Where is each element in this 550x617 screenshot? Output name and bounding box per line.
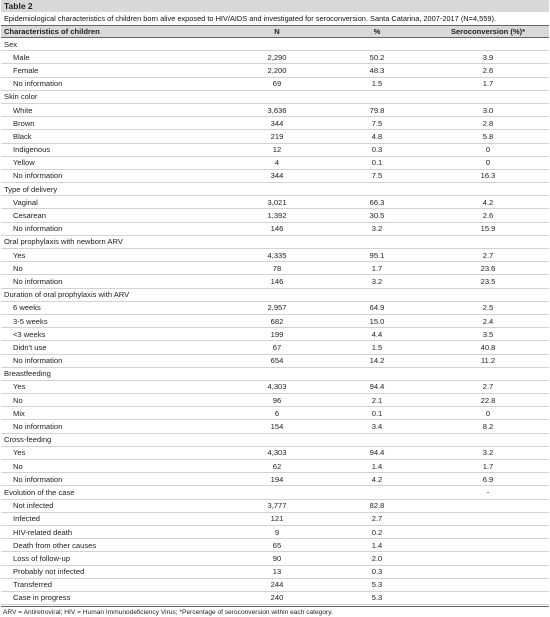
row-label: Cesarean [1,209,227,222]
table-row [1,552,549,565]
row-label: 3-5 weeks [1,314,227,327]
table-row [1,103,549,116]
row-percent: 7.5 [327,117,427,130]
table-row [1,473,549,486]
row-n: 65 [227,539,327,552]
header-seroconversion: Seroconversion (%)* [427,26,549,38]
row-label: No information [1,420,227,433]
row-seroconversion: 16.3 [427,169,549,182]
row-percent: 3.4 [327,420,427,433]
row-label: Probably not infected [1,565,227,578]
table-row [1,341,549,354]
row-n: 344 [227,117,327,130]
group-row [1,235,549,248]
group-empty-cell [327,38,427,51]
group-value [427,367,549,380]
row-n: 2,957 [227,301,327,314]
header-characteristics: Characteristics of children [1,26,227,38]
row-label: No information [1,354,227,367]
table-row [1,64,549,77]
table-row [1,156,549,169]
row-percent: 30.5 [327,209,427,222]
row-seroconversion: 23.6 [427,262,549,275]
row-percent: 0.3 [327,143,427,156]
table-row [1,196,549,209]
row-seroconversion [427,525,549,538]
row-label: Loss of follow-up [1,552,227,565]
table-row [1,591,549,604]
group-title: Type of delivery [1,183,227,196]
row-n: 78 [227,262,327,275]
row-seroconversion: 3.0 [427,103,549,116]
group-value [427,183,549,196]
row-label: HIV-related death [1,525,227,538]
row-n: 194 [227,473,327,486]
table-row [1,380,549,393]
table-row [1,314,549,327]
row-label: No [1,262,227,275]
group-value [427,288,549,301]
row-label: No information [1,169,227,182]
row-label: Death from other causes [1,539,227,552]
row-percent: 2.1 [327,394,427,407]
group-row [1,183,549,196]
row-seroconversion [427,591,549,604]
table-row [1,249,549,262]
row-n: 219 [227,130,327,143]
row-n: 4,335 [227,249,327,262]
row-n: 3,021 [227,196,327,209]
table-row [1,130,549,143]
group-empty-cell [227,288,327,301]
row-percent: 0.2 [327,525,427,538]
group-empty-cell [227,38,327,51]
row-percent: 7.5 [327,169,427,182]
group-title: Oral prophylaxis with newborn ARV [1,235,227,248]
row-seroconversion: 11.2 [427,354,549,367]
row-label: Not infected [1,499,227,512]
table-row [1,394,549,407]
table-row [1,565,549,578]
row-n: 4 [227,156,327,169]
group-title: Duration of oral prophylaxis with ARV [1,288,227,301]
row-percent: 4.8 [327,130,427,143]
header-percent: % [327,26,427,38]
row-label: Male [1,51,227,64]
row-seroconversion [427,552,549,565]
table-row [1,275,549,288]
table-body [1,38,549,605]
row-seroconversion: 2.4 [427,314,549,327]
group-row [1,433,549,446]
row-percent: 1.7 [327,262,427,275]
table-row [1,539,549,552]
row-percent: 1.5 [327,341,427,354]
group-row [1,90,549,103]
row-percent: 1.4 [327,460,427,473]
group-empty-cell [327,288,427,301]
group-value [427,235,549,248]
row-label: White [1,103,227,116]
row-label: Yes [1,249,227,262]
row-percent: 14.2 [327,354,427,367]
group-value [427,433,549,446]
table-row [1,578,549,591]
row-percent: 64.9 [327,301,427,314]
row-seroconversion: 2.7 [427,249,549,262]
table-row [1,446,549,459]
row-seroconversion: 1.7 [427,460,549,473]
table-row [1,460,549,473]
row-label: 6 weeks [1,301,227,314]
table-row [1,77,549,90]
row-seroconversion [427,512,549,525]
row-seroconversion: 0 [427,143,549,156]
row-seroconversion: 3.2 [427,446,549,459]
row-seroconversion: 40.8 [427,341,549,354]
row-seroconversion: 2.5 [427,301,549,314]
row-label: Indigenous [1,143,227,156]
row-seroconversion: 4.2 [427,196,549,209]
row-n: 13 [227,565,327,578]
row-seroconversion: 2.8 [427,117,549,130]
group-row [1,288,549,301]
row-percent: 4.2 [327,473,427,486]
row-percent: 5.3 [327,591,427,604]
row-seroconversion: 1.7 [427,77,549,90]
row-n: 2,200 [227,64,327,77]
group-empty-cell [327,183,427,196]
row-n: 3,636 [227,103,327,116]
group-empty-cell [327,235,427,248]
row-n: 12 [227,143,327,156]
row-seroconversion [427,539,549,552]
row-percent: 0.3 [327,565,427,578]
row-n: 96 [227,394,327,407]
row-n: 69 [227,77,327,90]
table-label: Table 2 [1,0,549,12]
row-seroconversion: 0 [427,156,549,169]
row-percent: 3.2 [327,222,427,235]
group-value [427,38,549,51]
row-n: 62 [227,460,327,473]
row-label: No information [1,473,227,486]
row-n: 154 [227,420,327,433]
row-n: 244 [227,578,327,591]
row-seroconversion: 2.6 [427,209,549,222]
row-n: 9 [227,525,327,538]
row-label: Transferred [1,578,227,591]
table-row [1,499,549,512]
row-n: 90 [227,552,327,565]
row-percent: 1.4 [327,539,427,552]
row-n: 2,290 [227,51,327,64]
row-n: 67 [227,341,327,354]
row-seroconversion [427,499,549,512]
group-row [1,486,549,499]
row-percent: 0.1 [327,407,427,420]
group-title: Cross-feeding [1,433,227,446]
row-percent: 94.4 [327,446,427,459]
row-percent: 5.3 [327,578,427,591]
row-n: 1,392 [227,209,327,222]
data-table [1,25,549,605]
row-label: No information [1,275,227,288]
row-seroconversion: 0 [427,407,549,420]
table-row [1,512,549,525]
row-n: 146 [227,275,327,288]
group-empty-cell [327,367,427,380]
row-seroconversion: 2.7 [427,380,549,393]
row-percent: 79.8 [327,103,427,116]
row-percent: 82.8 [327,499,427,512]
group-title: Skin color [1,90,227,103]
row-n: 654 [227,354,327,367]
row-n: 4,303 [227,380,327,393]
table-row [1,407,549,420]
group-empty-cell [327,486,427,499]
row-seroconversion: 8.2 [427,420,549,433]
table-row [1,143,549,156]
row-label: Mix [1,407,227,420]
table-row [1,354,549,367]
group-row [1,38,549,51]
row-label: <3 weeks [1,328,227,341]
group-empty-cell [227,486,327,499]
row-percent: 1.5 [327,77,427,90]
row-n: 682 [227,314,327,327]
row-label: Case in progress [1,591,227,604]
row-percent: 2.7 [327,512,427,525]
row-label: Black [1,130,227,143]
row-label: No information [1,77,227,90]
header-row [1,26,549,38]
table-row [1,169,549,182]
row-seroconversion: 23.5 [427,275,549,288]
table-footnote: ARV = Antiretroviral; HIV = Human Immunodeficiency Virus; *Percentage of seroconversion within each category. [1,606,549,617]
table-row [1,51,549,64]
table-row [1,525,549,538]
group-title: Breastfeeding [1,367,227,380]
row-n: 344 [227,169,327,182]
group-title: Evolution of the case [1,486,227,499]
group-value [427,90,549,103]
group-row [1,367,549,380]
row-percent: 15.0 [327,314,427,327]
row-n: 3,777 [227,499,327,512]
row-percent: 2.0 [327,552,427,565]
header-n: N [227,26,327,38]
row-label: Yes [1,446,227,459]
row-percent: 4.4 [327,328,427,341]
table-row [1,209,549,222]
row-percent: 50.2 [327,51,427,64]
row-seroconversion: 22.8 [427,394,549,407]
row-label: Vaginal [1,196,227,209]
row-n: 146 [227,222,327,235]
row-percent: 0.1 [327,156,427,169]
row-label: No information [1,222,227,235]
row-percent: 48.3 [327,64,427,77]
group-empty-cell [227,433,327,446]
row-seroconversion: 6.9 [427,473,549,486]
row-percent: 3.2 [327,275,427,288]
row-seroconversion: 3.9 [427,51,549,64]
table-row [1,420,549,433]
group-empty-cell [227,183,327,196]
row-n: 199 [227,328,327,341]
row-label: Brown [1,117,227,130]
row-seroconversion: 2.6 [427,64,549,77]
row-label: Infected [1,512,227,525]
row-seroconversion: 3.5 [427,328,549,341]
group-empty-cell [327,433,427,446]
table-caption: Epidemiological characteristics of children born alive exposed to HIV/AIDS and investigated for seroconversion. Santa Catarina, 2007-2017 (N=4,559). [4,14,496,23]
table-row [1,328,549,341]
row-seroconversion: 15.9 [427,222,549,235]
group-empty-cell [227,367,327,380]
row-seroconversion: 5.8 [427,130,549,143]
group-title: Sex [1,38,227,51]
table-figure [1,0,549,615]
row-percent: 94.4 [327,380,427,393]
row-label: Didn't use [1,341,227,354]
group-value: - [427,486,549,499]
group-empty-cell [227,90,327,103]
table-row [1,301,549,314]
row-label: No [1,394,227,407]
row-n: 6 [227,407,327,420]
row-n: 4,303 [227,446,327,459]
table-row [1,117,549,130]
group-empty-cell [227,235,327,248]
row-label: Yellow [1,156,227,169]
row-percent: 66.3 [327,196,427,209]
table-row [1,222,549,235]
row-label: Female [1,64,227,77]
row-n: 240 [227,591,327,604]
row-percent: 95.1 [327,249,427,262]
row-seroconversion [427,578,549,591]
row-seroconversion [427,565,549,578]
row-n: 121 [227,512,327,525]
table-row [1,262,549,275]
group-empty-cell [327,90,427,103]
row-label: No [1,460,227,473]
row-label: Yes [1,380,227,393]
